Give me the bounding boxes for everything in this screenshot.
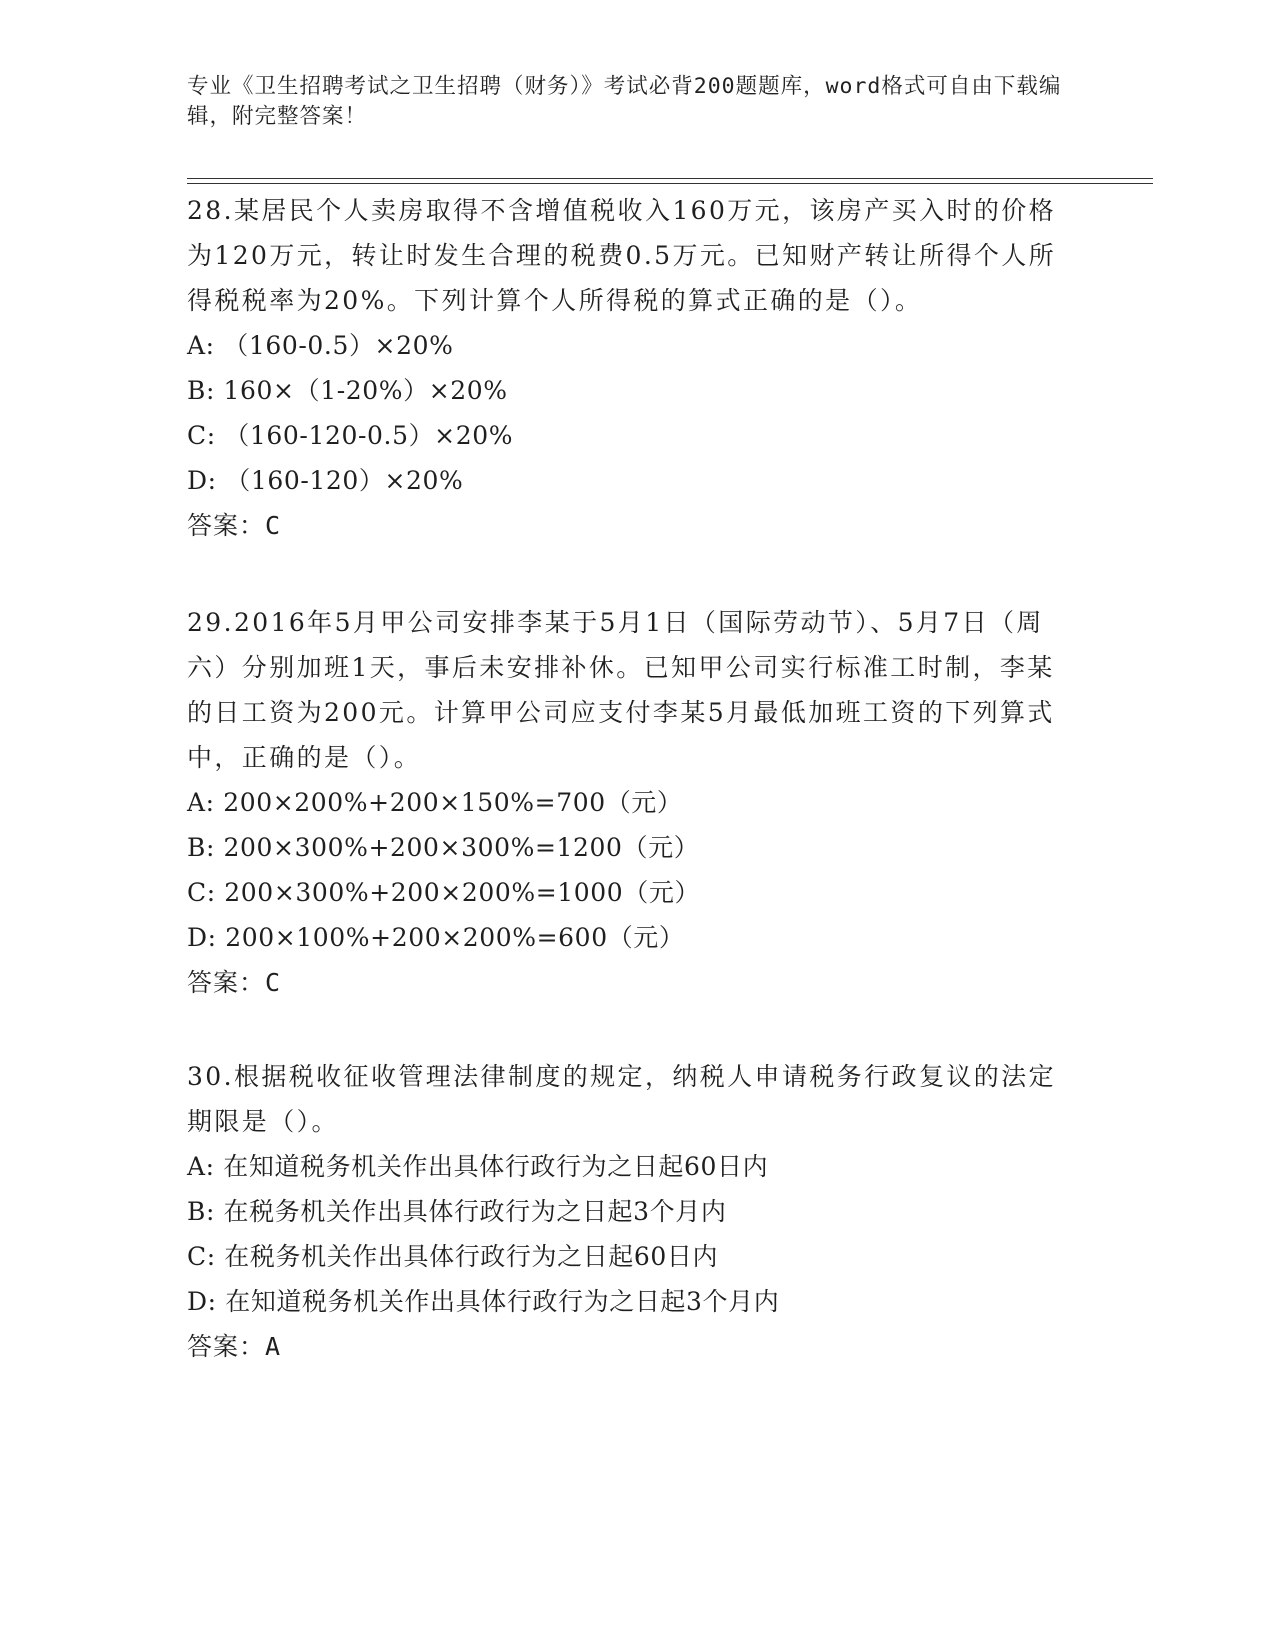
answer-line: 答案：A bbox=[187, 1332, 282, 1361]
option-b: B: 160×（1-20%）×20% bbox=[187, 376, 508, 405]
option-d: D: 在知道税务机关作出具体行政行为之日起3个月内 bbox=[187, 1287, 780, 1316]
option-c: C: 在税务机关作出具体行政行为之日起60日内 bbox=[187, 1242, 719, 1271]
question-stem: 28.某居民个人卖房取得不含增值税收入160万元，该房产买入时的价格为120万元，转让时发生合理的税费0.5万元。已知财产转让所得个人所得税税率为20%。下列计算个人所得税的算式正确的是（）。 bbox=[187, 196, 1057, 315]
answer-line: 答案：C bbox=[187, 511, 282, 540]
header-divider-top bbox=[187, 178, 1153, 179]
answer-line: 答案：C bbox=[187, 968, 282, 997]
question-29 bbox=[187, 600, 1077, 1006]
option-a: A: 200×200%+200×150%=700（元） bbox=[187, 788, 683, 817]
option-b: B: 在税务机关作出具体行政行为之日起3个月内 bbox=[187, 1197, 727, 1226]
question-stem: 30.根据税收征收管理法律制度的规定，纳税人申请税务行政复议的法定期限是（）。 bbox=[187, 1062, 1056, 1136]
option-d: D: 200×100%+200×200%=600（元） bbox=[187, 923, 685, 952]
document-header: 专业《卫生招聘考试之卫生招聘（财务）》考试必背200题题库，word格式可自由下载编辑，附完整答案！ bbox=[187, 74, 1062, 129]
option-d: D: （160-120）×20% bbox=[187, 466, 464, 495]
question-28 bbox=[187, 188, 1077, 549]
option-c: C: 200×300%+200×200%=1000（元） bbox=[187, 878, 701, 907]
option-c: C: （160-120-0.5）×20% bbox=[187, 421, 514, 450]
option-a: A: 在知道税务机关作出具体行政行为之日起60日内 bbox=[187, 1152, 769, 1181]
header-divider-bottom bbox=[187, 183, 1153, 184]
option-a: A: （160-0.5）×20% bbox=[187, 331, 454, 360]
question-30 bbox=[187, 1054, 1077, 1370]
question-stem: 29.2016年5月甲公司安排李某于5月1日（国际劳动节）、5月7日（周六）分别加班1天，事后未安排补休。已知甲公司实行标准工时制，李某的日工资为200元。计算甲公司应支付李某5月最低加班工资的下列算式中，正确的是（）。 bbox=[187, 608, 1055, 772]
option-b: B: 200×300%+200×300%=1200（元） bbox=[187, 833, 700, 862]
